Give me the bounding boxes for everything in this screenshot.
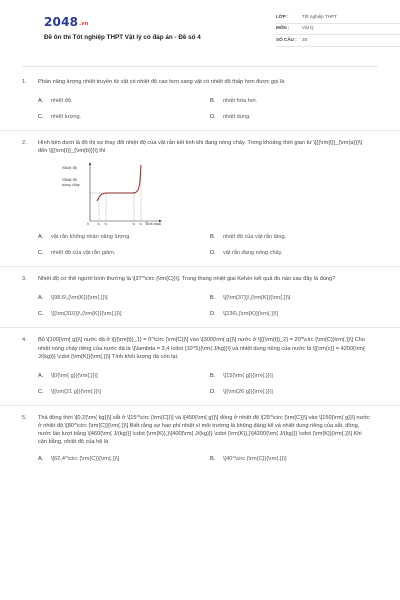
option-c[interactable] xyxy=(38,306,210,322)
meta-row-subject xyxy=(276,24,400,36)
option-label: C. xyxy=(38,114,44,121)
question-4-options xyxy=(38,368,378,400)
question-number: 3. xyxy=(22,276,27,283)
option-label: D. xyxy=(210,114,216,121)
graph-svg xyxy=(62,161,192,225)
brand-logo[interactable] xyxy=(44,14,89,31)
option-b[interactable] xyxy=(210,368,382,384)
option-text: \[0{\rm{ g}}{\rm{.}}\] xyxy=(51,372,98,379)
option-c[interactable] xyxy=(38,109,210,125)
option-d[interactable] xyxy=(210,109,382,125)
brand-suffix: .vn xyxy=(79,21,89,27)
option-d[interactable] xyxy=(210,306,382,322)
option-text: \[{\rm{37}}\,{\rm{K}}{\rm{.}}\] xyxy=(223,295,291,302)
melting-point-label-2: nóng chảy xyxy=(62,183,80,188)
option-text: \[40^\circ {\rm{C}}{\rm{.}}\] xyxy=(223,456,287,463)
question-3-options xyxy=(38,290,378,322)
option-label: A. xyxy=(38,295,44,302)
option-a[interactable] xyxy=(38,93,210,109)
meta-key: MÔN : xyxy=(276,25,290,31)
question-5-options xyxy=(38,451,378,467)
temperature-time-graph xyxy=(62,161,192,225)
question-number: 1. xyxy=(22,79,27,85)
question-1 xyxy=(22,78,378,86)
brand-name: 2048 xyxy=(44,15,79,29)
melting-point-label-1: Nhiệt độ xyxy=(62,178,77,183)
question-3 xyxy=(22,275,378,283)
temperature-curve xyxy=(97,165,141,201)
question-divider xyxy=(0,405,400,406)
meta-key: SỐ CÂU : xyxy=(276,36,297,42)
option-label: D. xyxy=(210,250,216,257)
option-text: nhiệt độ. xyxy=(51,98,73,105)
option-text: \[{\rm{26 g}}{\rm{.}}\] xyxy=(223,388,273,395)
meta-key: LỚP : xyxy=(276,13,289,19)
option-label: B. xyxy=(210,295,216,302)
meta-row-class xyxy=(276,12,400,24)
option-text: \[62,4^\circ {\rm{C}}{\rm{.}}\] xyxy=(51,456,120,463)
option-label: A. xyxy=(38,98,44,105)
option-a[interactable] xyxy=(38,229,210,245)
option-text: \[{\rm{310}}\,{\rm{K}}{\rm{.}}\] xyxy=(51,311,122,318)
t0-label: t₀ xyxy=(97,222,101,226)
option-label: A. xyxy=(38,372,44,379)
y-axis-arrow xyxy=(89,162,91,165)
question-divider xyxy=(0,327,400,328)
option-a[interactable] xyxy=(38,290,210,306)
question-divider xyxy=(0,266,400,267)
option-a[interactable] xyxy=(38,451,210,467)
option-label: B. xyxy=(210,98,216,105)
option-label: C. xyxy=(38,388,44,395)
x-axis-label: Thời gian xyxy=(145,222,162,226)
meta-value: Vật lý xyxy=(302,25,314,31)
option-b[interactable] xyxy=(210,290,382,306)
option-label: D. xyxy=(210,388,216,395)
question-4 xyxy=(22,336,378,360)
option-text: nhiệt hóa hơi. xyxy=(223,98,258,105)
question-number: 2. xyxy=(22,140,27,147)
option-text: \[98,6\,{\rm{K}}{\rm{.}}\] xyxy=(51,295,108,302)
option-d[interactable] xyxy=(210,245,382,261)
t3-label: t₃ xyxy=(139,222,143,226)
option-text: nhiệt độ của vật rắn giảm. xyxy=(51,250,116,257)
question-number: 4. xyxy=(22,337,27,344)
question-text: Thả đồng thời \[0,2{\rm{ kg}}\] sắt ở \[15^\circ {\rm{C}}\] và \[450{\rm{ g}}\] đồng ở nhiệt độ \[25^\circ {\rm{C}}\] vào \[150{\rm{ g}}\] nước ở nhiệt độ \[80^\circ {\rm{C}}{\rm{.}}\] Biết rằng sự hao phí nhiệt vì môi trường là không đáng kể và nhiệt dung riêng của sắt, đồng, nước lần lượt bằng \[460{\rm{ J/(kg)}} \cdot {\rm{K}},}\]400{\rm{ J/(kg)}} \cdot {\rm{K}},}\]4200{\rm{ J/(kg)}} \cdot {\rm{K}}{\rm{.}}\] Khi cân bằng, nhiệt độ của hệ là xyxy=(38,414,370,446)
option-label: D. xyxy=(210,311,216,318)
question-number: 5. xyxy=(22,414,27,421)
meta-value: Tốt nghiệp THPT xyxy=(302,13,337,19)
question-text: Bỏ \[100{\rm{ g}}\] nước đá ở \[{{\rm{t}}_1} = 0^\circ {\rm{C}}\] vào \[300{\rm{ g}}\] nước ở \[{{\rm{t}}_2} = 20^\circ {\rm{C}}\rm{.}}\] Cho nhiệt nóng chảy riêng của nước đá là \[\lambda = 3,4 \cdot {10^5}{\rm{ J/kg}}\] và nhiệt dung riêng của nước là \[{\rm{c}} = 4200{\rm{ J/(kg)}} \cdot {\rm{K}}{\rm{.}}\] Tính khối lượng đá còn lại. xyxy=(38,337,365,360)
header-divider xyxy=(22,66,378,67)
exam-meta xyxy=(276,12,400,47)
origin-label: 0 xyxy=(87,222,90,226)
option-b[interactable] xyxy=(210,229,382,245)
meta-value: 28 xyxy=(302,36,308,42)
option-text: nhiệt dung. xyxy=(223,114,251,121)
question-divider xyxy=(0,130,400,131)
option-label: A. xyxy=(38,234,44,241)
option-label: B. xyxy=(210,372,216,379)
option-c[interactable] xyxy=(38,245,210,261)
meta-row-count xyxy=(276,35,400,47)
option-text: \[{\rm{21 g}}{\rm{.}}\] xyxy=(51,388,101,395)
option-b[interactable] xyxy=(210,451,382,467)
question-2-options xyxy=(38,229,378,261)
option-label: B. xyxy=(210,234,216,241)
t1-label: t₁ xyxy=(104,222,108,226)
header xyxy=(22,0,378,66)
option-a[interactable] xyxy=(38,368,210,384)
option-b[interactable] xyxy=(210,93,382,109)
t2-label: t₂ xyxy=(132,222,136,226)
option-text: nhiệt lượng. xyxy=(51,114,82,121)
option-d[interactable] xyxy=(210,384,382,400)
question-2 xyxy=(22,139,378,155)
option-label: C. xyxy=(38,250,44,257)
question-text: Nhiệt độ cơ thể người bình thường là \[37^\circ {\rm{C}}\]. Trong thang nhiệt giai Kelvin kết quả đo nào sau đây là đúng? xyxy=(38,276,336,283)
option-text: vật rắn đang nóng chảy. xyxy=(223,250,283,257)
question-text: Hình bên dưới là đồ thị sự thay đổi nhiệt độ của vật rắn kết tinh khi đang nóng chảy. Trong khoảng thời gian từ \[{{\rm{t}}_{\rm{a}}}\] đến \[{{\rm{t}}_{\rm{b}}}\] thì xyxy=(38,140,363,155)
question-5 xyxy=(22,414,378,446)
option-label: C. xyxy=(38,311,44,318)
exam-title: Đề ôn thi Tốt nghiệp THPT Vật lý có đáp án - Đề số 4 xyxy=(44,34,201,41)
question-list xyxy=(22,78,378,467)
option-label: A. xyxy=(38,456,44,463)
option-text: vật rắn không nhận năng lượng. xyxy=(51,234,131,241)
option-label: B. xyxy=(210,456,216,463)
y-axis-label: Nhiệt độ xyxy=(62,166,77,171)
option-text: \[15{\rm{ g}}{\rm{.}}\] xyxy=(223,372,273,379)
question-text: Phần năng lượng nhiệt truyền từ vật có nhiệt độ cao hơn sang vật có nhiệt độ thấp hơn được gọi là xyxy=(38,79,285,85)
option-text: nhiệt độ của vật rắn tăng. xyxy=(223,234,287,241)
question-1-options xyxy=(38,93,378,125)
option-text: \[236\,{\rm{K}}{\rm{.}}\] xyxy=(223,311,279,318)
option-c[interactable] xyxy=(38,384,210,400)
